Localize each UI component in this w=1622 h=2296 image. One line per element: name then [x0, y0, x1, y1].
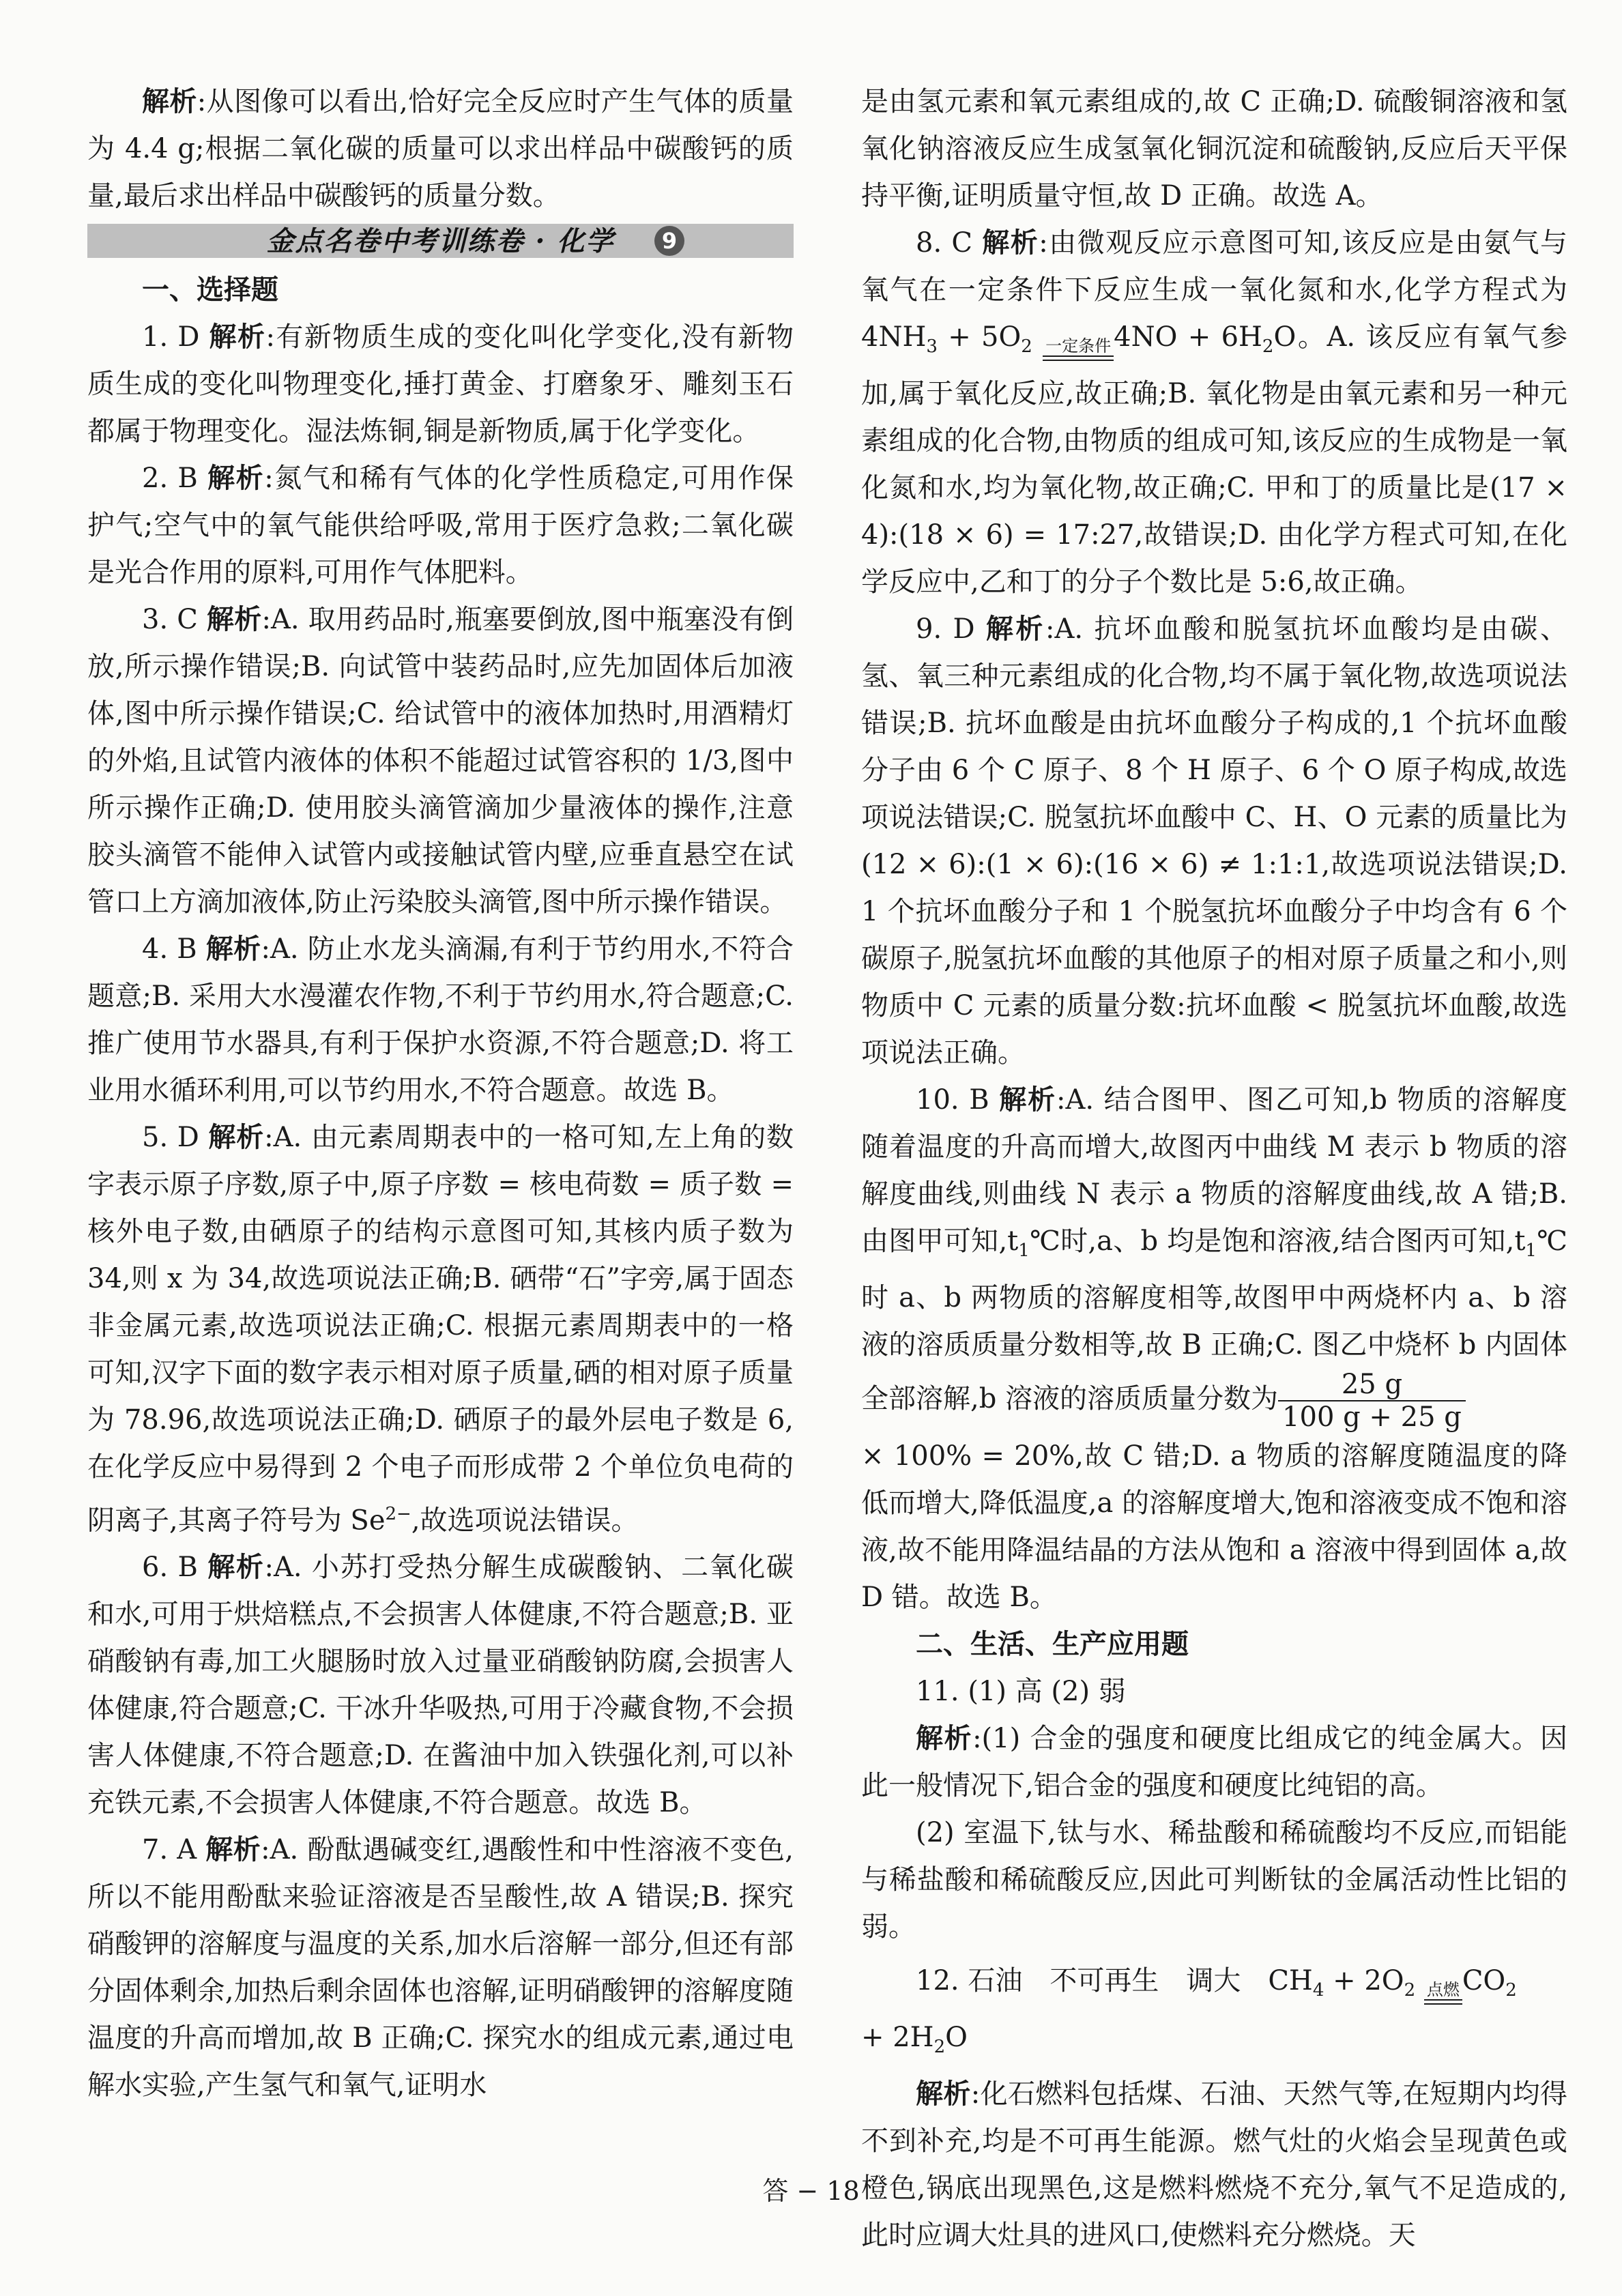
- subscript: 2: [1505, 1980, 1517, 2001]
- q2-text: :氮气和稀有气体的化学性质稳定,可用作保护气;空气中的氧气能供给呼吸,常用于医疗急救;二氧化碳是光合作用的原料,可用作气体肥料。: [87, 463, 794, 588]
- q5-text-end: ,故选项说法错误。: [411, 1505, 639, 1537]
- q12-answer-b: 不可再生: [1049, 1965, 1159, 1996]
- q12-answer-a: 12. 石油: [916, 1965, 1023, 1996]
- q8-number: 8. C: [916, 227, 972, 259]
- page-number: 答 − 18: [762, 2176, 860, 2206]
- q10-text-d: × 100% = 20%,故 C 错;D. a 物质的溶解度随温度的降低而增大,降低温度,a 的溶解度增大,饱和溶液变成不饱和溶液,故不能用降温结晶的方法从饱和 a 溶液中得到固体 a,故 D 错。故选 B。: [861, 1440, 1567, 1613]
- section-heading-application: 二、生活、生产应用题: [916, 1629, 1189, 1660]
- subscript: 2: [1404, 1980, 1416, 2001]
- subscript: 3: [926, 336, 938, 357]
- mass-fraction: [1278, 1369, 1466, 1433]
- q5-number: 5. D: [142, 1122, 199, 1153]
- section-heading-choice: 一、选择题: [142, 274, 278, 306]
- equals-line: [1424, 1999, 1462, 2005]
- answer-q11: 11. (1) 高 (2) 弱: [916, 1676, 1126, 1707]
- q9-analysis-label: 解析: [985, 613, 1045, 645]
- q2-number: 2. B: [142, 463, 198, 494]
- q3-number: 3. C: [142, 604, 198, 635]
- answer-q4: [87, 926, 794, 1114]
- fraction-denominator: 100 g + 25 g: [1282, 1401, 1462, 1433]
- analysis-q11-part2: (2) 室温下,钛与水、稀盐酸和稀硫酸均不反应,而铝能与稀盐酸和稀硫酸反应,因此可判断钛的金属活动性比铝的弱。: [861, 1817, 1567, 1943]
- q3-text: :A. 取用药品时,瓶塞要倒放,图中瓶塞没有倒放,所示操作错误;B. 向试管中装药品时,应先加固体后加液体,图中所示操作错误;C. 给试管中的液体加热时,用酒精灯的外焰,且试管内液体的体积不能超过试管容积的 1/3,图中所示操作正确;D. 使用胶头滴管滴加少量液体的操作,注意胶头滴管不能伸入试管内或接触试管内壁,应垂直悬空在试管口上方滴加液体,防止污染胶头滴管,图中所示操作错误。: [87, 604, 794, 918]
- q9-text: :A. 抗坏血酸和脱氢抗坏血酸均是由碳、氢、氧三种元素组成的化合物,均不属于氧化物,故选项说法错误;B. 抗坏血酸是由抗坏血酸分子构成的,1 个抗坏血酸分子由 6 个 C 原子、8 个 H 原子、6 个 O 原子构成,故选项说法错误;C. 脱氢抗坏血酸中 C、H、O 元素的质量比为(12 × 6):(1 × 6):(16 × 6) ≠ 1:1:1,故选项说法错误;D. 1 个抗坏血酸分子和 1 个脱氢抗坏血酸分子中均含有 6 个碳原子,脱氢抗坏血酸的其他原子的相对原子质量之和小,则物质中 C 元素的质量分数:抗坏血酸 < 脱氢抗坏血酸,故选项说法正确。: [861, 613, 1568, 1069]
- q4-number: 4. B: [142, 933, 197, 965]
- q2-analysis-label: 解析: [207, 463, 265, 494]
- q10-text: :A. 结合图甲、图乙可知,b 物质的溶解度随着温度的升高而增大,故图丙中曲线 M 表示 b 物质的溶解度曲线,则曲线 N 表示 a 物质的溶解度曲线,故 A 错;B. 由图甲可知,t: [861, 1084, 1568, 1257]
- q1-number: 1. D: [142, 321, 200, 353]
- answer-q7-continued: 是由氢元素和氧元素组成的,故 C 正确;D. 硫酸铜溶液和氢氧化钠溶液反应生成氢氧化铜沉淀和硫酸钠,反应后天平保持平衡,证明质量守恒,故 D 正确。故选 A。: [861, 86, 1567, 212]
- q4-analysis-label: 解析: [205, 933, 261, 965]
- q8-text-end: 。A. 该反应有氧气参加,属于氧化反应,故正确;B. 氧化物是由氧元素和另一种元素组成的化合物,由物质的组成可知,该反应的生成物是一氧化氮和水,均为氧化物,故正确;C. 甲和丁的质量比是(17 × 4):(18 × 6) = 17:27,故错误;D. 由化学方程式可知,在化学反应中,乙和丁的分子个数比是 5:6,故正确。: [861, 321, 1568, 598]
- q1-analysis-label: 解析: [209, 321, 266, 353]
- analysis-label: 解析: [142, 86, 197, 117]
- q11-analysis-label: 解析: [916, 1723, 973, 1754]
- q6-analysis-label: 解析: [207, 1552, 265, 1584]
- left-column: [87, 78, 794, 2109]
- q12-analysis-label: 解析: [916, 2078, 971, 2110]
- q5-text: :A. 由元素周期表中的一格可知,左上角的数字表示原子序数,原子中,原子序数 = 核电荷数 = 质子数 = 核外电子数,由硒原子的结构示意图可知,其核内质子数为 34,则 x 为 34,故选项说法正确;B. 硒带“石”字旁,属于固态非金属元素,故选项说法正确;C. 根据元素周期表中的一格可知,汉字下面的数字表示相对原子质量,硒的相对原子质量为 78.96,故选项说法正确;D. 硒原子的最外层电子数是 6,在化学反应中易得到 2 个电子而形成带 2 个单位负电荷的阴离子,其离子符号为 Se: [87, 1122, 794, 1537]
- reaction-condition-arrow: [1043, 338, 1114, 370]
- q10-number: 10. B: [916, 1084, 989, 1116]
- q6-number: 6. B: [142, 1552, 198, 1584]
- q9-number: 9. D: [916, 613, 975, 645]
- q3-analysis-label: 解析: [206, 604, 262, 635]
- q12-text: :化石燃料包括煤、石油、天然气等,在短期内均得不到补充,均是不可再生能源。燃气灶的火焰会呈现黄色或橙色,锅底出现黑色,这是燃料燃烧不充分,氧气不足造成的,此时应调大灶具的进风口,使燃料充分燃烧。天: [861, 2078, 1567, 2251]
- q1-text: :有新物质生成的变化叫化学变化,没有新物质生成的变化叫物理变化,捶打黄金、打磨象牙、雕刻玉石都属于物理变化。湿法炼铜,铜是新物质,属于化学变化。: [87, 321, 794, 447]
- q10-text-c: ℃时 a、b 两物质的溶解度相等,故图甲中两烧杯内 a、b 溶液的溶质质量分数相等,故 B 正确;C. 图乙中烧杯 b 内固体全部溶解,b 溶液的溶质质量分数为: [861, 1225, 1567, 1414]
- subscript: 4: [1312, 1980, 1324, 2001]
- answer-q7: [87, 1827, 794, 2109]
- q10-text-b: ℃时,a、b 均是饱和溶液,结合图丙可知,t: [1029, 1225, 1526, 1257]
- banner-title: 金点名卷中考训练卷 · 化学: [266, 224, 615, 257]
- answer-q10: [861, 1077, 1567, 1621]
- reaction-condition-label: 一定条件: [1045, 336, 1112, 355]
- section-banner: [87, 224, 794, 258]
- subscript: 2: [1262, 336, 1274, 357]
- analysis-q12: [861, 2071, 1567, 2259]
- reaction-condition-arrow: [1424, 1981, 1462, 2014]
- answer-q3: [87, 596, 794, 926]
- q6-text: :A. 小苏打受热分解生成碳酸钠、二氧化碳和水,可用于烘焙糕点,不会损害人体健康,不符合题意;B. 亚硝酸钠有毒,加工火腿肠时放入过量亚硝酸钠防腐,会损害人体健康,符合题意;C. 干冰升华吸热,可用于冷藏食物,不会损害人体健康,不符合题意;D. 在酱油中加入铁强化剂,可以补充铁元素,不会损害人体健康,不符合题意。故选 B。: [87, 1552, 794, 1819]
- q12-equation-o: O: [945, 2022, 968, 2053]
- subscript: 1: [1018, 1240, 1030, 1261]
- subscript: 2: [933, 2037, 946, 2057]
- reaction-condition-label: 点燃: [1426, 1980, 1460, 1999]
- q8-analysis-label: 解析: [982, 227, 1039, 259]
- subscript: 1: [1525, 1240, 1537, 1261]
- q10-analysis-label: 解析: [999, 1084, 1056, 1116]
- answer-q9: [861, 606, 1567, 1077]
- q4-text: :A. 防止水龙头滴漏,有利于节约用水,不符合题意;B. 采用大水漫灌农作物,不利于节约用水,符合题意;C. 推广使用节水器具,有利于保护水资源,不符合题意;D. 将工业用水循环利用,可以节约用水,不符合题意。故选 B。: [87, 933, 794, 1106]
- q8-equation-products: 4NO + 6H: [1114, 321, 1262, 353]
- q11-text1: :(1) 合金的强度和硬度比组成它的纯金属大。因此一般情况下,铝合金的强度和硬度比纯铝的高。: [861, 1723, 1567, 1801]
- answer-q6: [87, 1544, 794, 1827]
- fraction-numerator: 25 g: [1278, 1369, 1466, 1401]
- analysis-q11-part1: [861, 1715, 1567, 1810]
- answer-q2: [87, 455, 794, 596]
- answer-q1: [87, 314, 794, 455]
- answer-q12: [861, 1958, 1567, 2071]
- subscript: 2: [1021, 336, 1032, 357]
- q12-equation-mid: + 2O: [1324, 1965, 1404, 1996]
- q12-equation-cont: + 2H: [861, 2022, 934, 2053]
- q8-equation-part: + 5O: [937, 321, 1022, 353]
- answer-q5: [87, 1114, 794, 1544]
- q8-text: :由微观反应示意图可知,该反应是由氨气与氧气在一定条件下反应生成一氧化氮和水,化学方程式为 4NH: [861, 227, 1568, 353]
- q12-answer-c: 调大: [1186, 1965, 1241, 1996]
- q7-text: :A. 酚酞遇碱变红,遇酸性和中性溶液不变色,所以不能用酚酞来验证溶液是否呈酸性,故 A 错误;B. 探究硝酸钾的溶解度与温度的关系,加水后溶解一部分,但还有部分固体剩余,加热后剩余固体也溶解,证明硝酸钾的溶解度随温度的升高而增加,故 B 正确;C. 探究水的组成元素,通过电解水实验,产生氢气和氧气,证明水: [87, 1834, 794, 2102]
- banner-number-badge: 9: [654, 226, 684, 256]
- selenium-ion-charge: 2−: [385, 1504, 411, 1524]
- q5-analysis-label: 解析: [208, 1122, 265, 1153]
- answer-q8: [861, 220, 1567, 606]
- right-column: [861, 78, 1567, 2259]
- q7-analysis-label: 解析: [205, 1834, 261, 1866]
- equals-line: [1043, 355, 1114, 361]
- q12-equation-right: CO: [1462, 1965, 1506, 1996]
- q12-equation-left: CH: [1268, 1965, 1313, 1996]
- q8-equation-o: O: [1273, 321, 1297, 353]
- intro-paragraph: [87, 78, 794, 220]
- q7-number: 7. A: [142, 1834, 197, 1866]
- intro-text: :从图像可以看出,恰好完全反应时产生气体的质量为 4.4 g;根据二氧化碳的质量可以求出样品中碳酸钙的质量,最后求出样品中碳酸钙的质量分数。: [87, 86, 794, 212]
